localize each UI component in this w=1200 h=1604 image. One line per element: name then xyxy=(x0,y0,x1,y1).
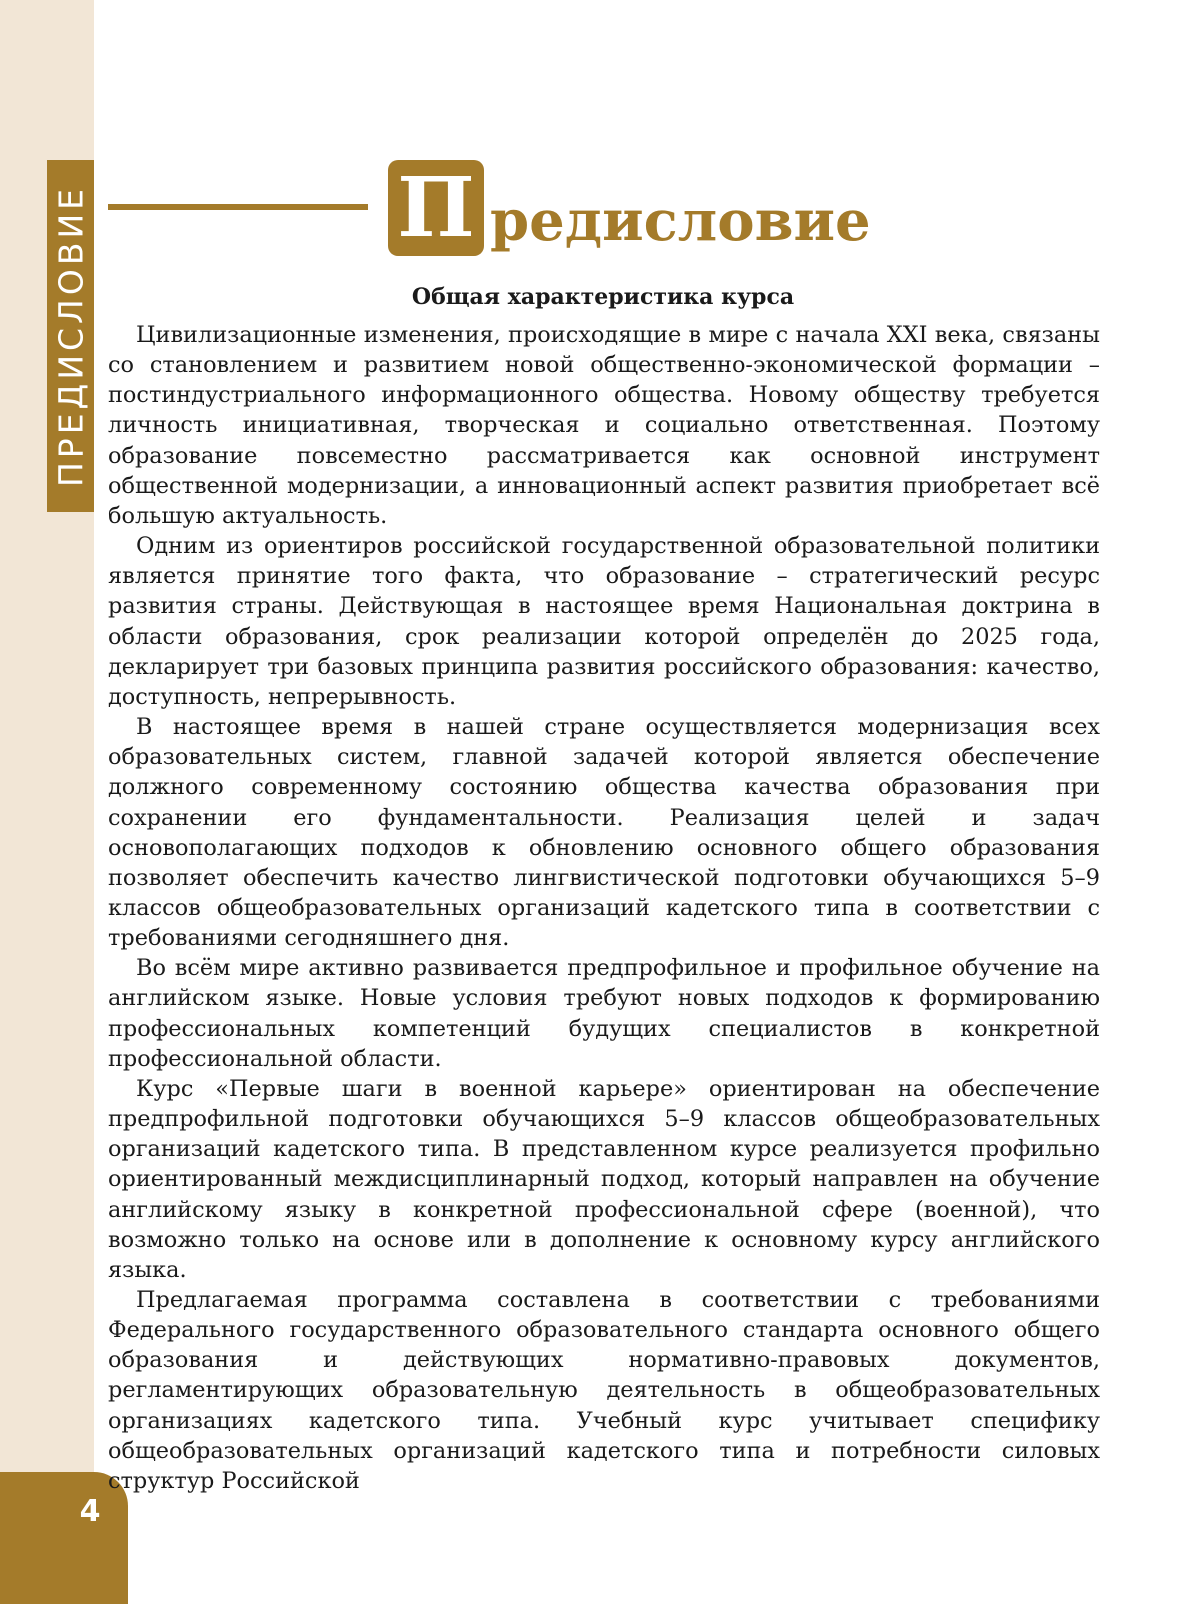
page-number: 4 xyxy=(79,1494,101,1529)
paragraph: Цивилизационные изменения, происходящие в мире с начала XXI века, связаны со становлением и развитием новой общественно-экономической формации – постиндустриального информационного общества. Новому обществу требуется личность инициативная, творческая и социально ответственная. Поэтому образование повсеместно рассматривается как основной инструмент общественной модернизации, а инновационный аспект развития приобретает всё большую актуальность. xyxy=(108,322,1100,529)
paragraph: Одним из ориентиров российской государственной образовательной политики является принятие того факта, что образование – стратегический ресурс развития страны. Действующая в настоящее время Национальная доктрина в области образования, срок реализации которой определён до 2025 года, декларирует три базовых принципа развития российского образования: качество, доступность, непрерывность. xyxy=(108,533,1100,710)
title-rule xyxy=(108,204,368,210)
paragraph: Курс «Первые шаги в военной карьере» ориентирован на обеспечение предпрофильной подготовки обучающихся 5–9 классов общеобразовательных организаций кадетского типа. В представленном курсе реализуется профильно ориентированный междисциплинарный подход, который направлен на обучение английскому языку в конкретной профессиональной сфере (военной), что возможно только на основе или в дополнение к основному курсу английского языка. xyxy=(108,1075,1100,1283)
body-text xyxy=(108,320,1100,1496)
paragraph: Во всём мире активно развивается предпрофильное и профильное обучение на английском языке. Новые условия требуют новых подходов к формированию профессиональных компетенций будущих специалистов в конкретной профессиональной области. xyxy=(108,955,1100,1072)
title-initial-letter: П xyxy=(388,160,484,256)
paragraph: В настоящее время в нашей стране осуществляется модернизация всех образовательных систем, главной задачей которой является обеспечение должного современному состоянию общества качества образования при сохранении его фундаментальности. Реализация целей и задач основополагающих подходов к обновлению основного общего образования позволяет обеспечить качество лингвистической подготовки обучающихся 5–9 классов общеобразовательных организаций кадетского типа в соответствии с требованиями сегодняшнего дня. xyxy=(108,714,1100,952)
section-heading: Общая характеристика курса xyxy=(411,284,795,310)
chapter-side-tab xyxy=(47,160,94,512)
chapter-side-tab-label: ПРЕДИСЛОВИЕ xyxy=(51,184,90,488)
page-title: редисловие xyxy=(490,188,871,254)
paragraph: Предлагаемая программа составлена в соответствии с требованиями Федерального государственного образовательного стандарта основного общего образования и действующих нормативно-правовых документов, регламентирующих образовательную деятельность в общеобразовательных организациях кадетского типа. Учебный курс учитывает специфику общеобразовательных организаций кадетского типа и потребности силовых структур Российской xyxy=(108,1287,1100,1494)
